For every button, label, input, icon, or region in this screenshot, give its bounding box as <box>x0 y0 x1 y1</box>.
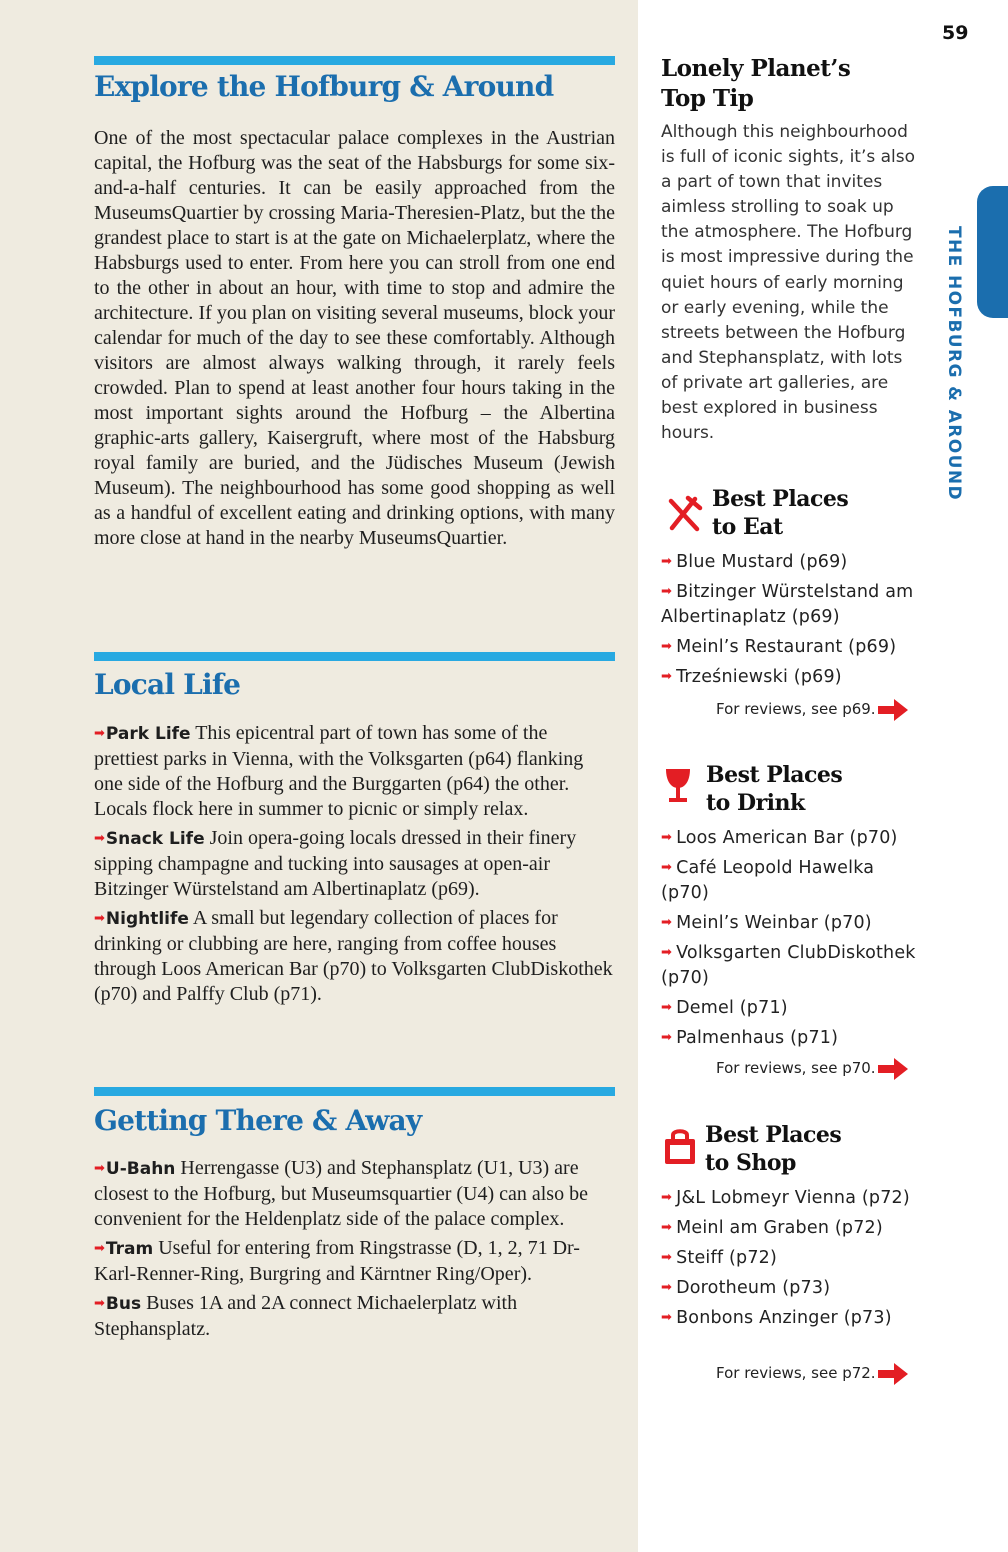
drink-title: Best Places to Drink <box>706 762 843 816</box>
arrow-icon: ➡ <box>661 1250 673 1265</box>
list-item: ➡ Meinl am Graben (p72) <box>661 1215 923 1241</box>
list-item: ➡ Dorotheum (p73) <box>661 1275 923 1301</box>
arrow-icon: ➡ <box>661 1280 673 1295</box>
arrow-icon: ➡ <box>661 915 673 930</box>
red-arrow-icon <box>878 1363 908 1385</box>
arrow-icon: ➡ <box>661 1220 673 1235</box>
list-item: ➡ Meinl’s Restaurant (p69) <box>661 634 923 660</box>
local-life-item: ➡Snack Life Join opera-going locals dressed in their finery sipping champagne and tucking into sausages at open-air Bitzinger Würstelstand am Albertinaplatz (p69). <box>94 827 577 900</box>
chapter-side-label: THE HOFBURG & AROUND <box>944 226 964 501</box>
list-item: ➡ Volksgarten ClubDiskothek (p70) <box>661 940 923 991</box>
arrow-icon: ➡ <box>661 584 673 599</box>
arrow-icon: ➡ <box>94 911 105 926</box>
arrow-icon: ➡ <box>94 1296 105 1311</box>
section-rule <box>94 56 615 65</box>
shop-title: Best Places to Shop <box>705 1122 842 1176</box>
local-life-title: Local Life <box>94 668 241 701</box>
arrow-icon: ➡ <box>661 639 673 654</box>
top-tip-title: Lonely Planet’s Top Tip <box>661 55 851 112</box>
arrow-icon: ➡ <box>94 1241 105 1256</box>
arrow-icon: ➡ <box>94 831 105 846</box>
local-life-item: ➡Park Life This epicentral part of town has some of the prettiest parks in Vienna, with the Volksgarten (p64) flanking one side of the Hofburg and the Burggarten (p64) the other. Locals flock here in summer to picnic or simply relax. <box>94 722 584 820</box>
list-item: ➡ Loos American Bar (p70) <box>661 825 923 851</box>
fork-knife-icon <box>664 494 704 534</box>
arrow-icon: ➡ <box>661 1000 673 1015</box>
eat-reviews-link[interactable]: For reviews, see p69. <box>716 699 916 721</box>
list-item: ➡ Meinl’s Weinbar (p70) <box>661 910 923 936</box>
local-life-list <box>94 721 615 1011</box>
section-rule <box>94 1087 615 1096</box>
list-item: ➡ Blue Mustard (p69) <box>661 549 923 575</box>
eat-list <box>661 549 923 694</box>
shop-list <box>661 1185 923 1335</box>
shop-reviews-link[interactable]: For reviews, see p72. <box>716 1363 916 1385</box>
chapter-tab <box>977 186 1008 318</box>
red-arrow-icon <box>878 1058 908 1080</box>
section-rule <box>94 652 615 661</box>
list-item: ➡ Café Leopold Hawelka (p70) <box>661 855 923 906</box>
list-item: ➡ Trześniewski (p69) <box>661 664 923 690</box>
getting-there-item: ➡U-Bahn Herrengasse (U3) and Stephansplatz (U1, U3) are closest to the Hofburg, but Museumsquartier (U4) can also be convenient for the Heldenplatz side of the palace complex. <box>94 1157 588 1230</box>
getting-there-title: Getting There & Away <box>94 1104 422 1137</box>
explore-body: One of the most spectacular palace complexes in the Austrian capital, the Hofburg was the seat of the Habsburgs for some six-and-a-half centuries. It can be easily approached from the MuseumsQuartier by crossing Maria-Theresien-Platz, but the the grandest place to start is at the gate on Michaelerplatz, where the Habsburgs used to enter. From here you can stroll from one end to the other in about an hour, with time to stop and admire the architecture. If you plan on visiting several museums, block your calendar for much of the day to see these comfortably. Although visitors are almost always walking through, it rarely feels crowded. Plan to spend at least another four hours taking in the most important sights around the Hofburg – the Albertina graphic-arts gallery, Kaisergruft, where most of the Habsburg royal family are buried, and the Jüdisches Museum (Jewish Museum). The neighbourhood has some good shopping as well as a handful of excellent eating and drinking options, with many more close at hand in the nearby MuseumsQuartier. <box>94 127 615 549</box>
eat-title: Best Places to Eat <box>712 486 849 540</box>
arrow-icon: ➡ <box>661 1030 673 1045</box>
wine-glass-icon <box>658 766 698 806</box>
arrow-icon: ➡ <box>661 830 673 845</box>
red-arrow-icon <box>878 699 908 721</box>
getting-there-item: ➡Tram Useful for entering from Ringstrasse (D, 1, 2, 71 Dr-Karl-Renner-Ring, Burgring and Kärntner Ring/Oper). <box>94 1237 580 1285</box>
list-item: ➡ J&L Lobmeyr Vienna (p72) <box>661 1185 923 1211</box>
list-item: ➡ Demel (p71) <box>661 995 923 1021</box>
arrow-icon: ➡ <box>94 726 105 741</box>
getting-there-item: ➡Bus Buses 1A and 2A connect Michaelerplatz with Stephansplatz. <box>94 1292 518 1340</box>
drink-reviews-link[interactable]: For reviews, see p70. <box>716 1058 916 1080</box>
local-life-item: ➡Nightlife A small but legendary collection of places for drinking or clubbing are here, ranging from coffee houses through Loos American Bar (p70) to Volksgarten ClubDiskothek (p70) and Palffy Club (p71). <box>94 907 613 1005</box>
list-item: ➡ Bitzinger Würstelstand am Albertinaplatz (p69) <box>661 579 923 630</box>
shopping-bag-icon <box>660 1126 700 1166</box>
page-number: 59 <box>942 22 969 44</box>
drink-list <box>661 825 923 1055</box>
list-item: ➡ Steiff (p72) <box>661 1245 923 1271</box>
arrow-icon: ➡ <box>661 554 673 569</box>
top-tip-text: Although this neighbourhood is full of iconic sights, it’s also a part of town that invites aimless strolling to soak up the atmosphere. The Hofburg is most impressive during the quiet hours of early morning or early evening, while the streets between the Hofburg and Stephansplatz, with lots of private art galleries, are best explored in business hours. <box>661 122 916 444</box>
getting-there-list <box>94 1156 615 1346</box>
arrow-icon: ➡ <box>661 669 673 684</box>
arrow-icon: ➡ <box>661 1310 673 1325</box>
list-item: ➡ Bonbons Anzinger (p73) <box>661 1305 923 1331</box>
arrow-icon: ➡ <box>661 945 673 960</box>
arrow-icon: ➡ <box>94 1161 105 1176</box>
arrow-icon: ➡ <box>661 1190 673 1205</box>
list-item: ➡ Palmenhaus (p71) <box>661 1025 923 1051</box>
explore-title: Explore the Hofburg & Around <box>94 70 554 103</box>
arrow-icon: ➡ <box>661 860 673 875</box>
